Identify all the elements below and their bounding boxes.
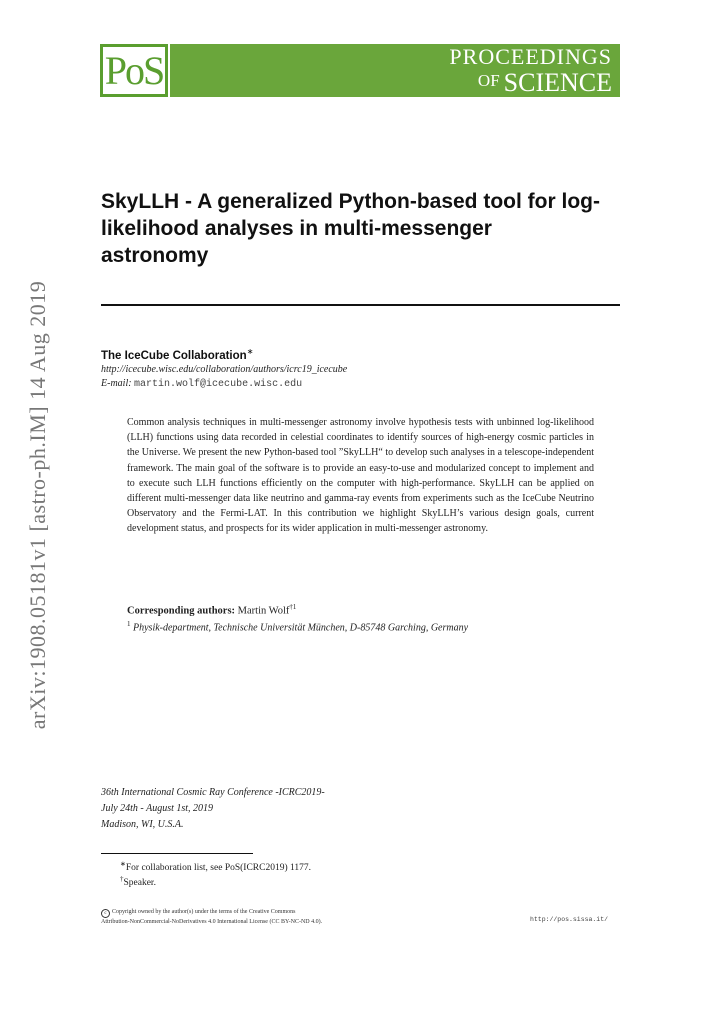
author-url[interactable]: http://icecube.wisc.edu/collaboration/authors/icrc19_icecube (101, 364, 348, 375)
conference-name: 36th International Cosmic Ray Conference -ICRC2019- (101, 787, 325, 798)
conference-location: Madison, WI, U.S.A. (101, 819, 184, 830)
email-row (101, 378, 302, 390)
corresponding-marks: †1 (289, 603, 297, 611)
copyright-line-2: Attribution-NonCommercial-NoDerivatives 4.0 International License (CC BY-NC-ND 4.0). (101, 919, 323, 925)
abstract: Common analysis techniques in multi-messenger astronomy involve hypothesis tests with unbinned log-likelihood (LLH) functions using data recorded in celestial coordinates to identify sources of high-energy cosmic particles in the Universe. We present the new Python-based tool ”SkyLLH“ to develop such analyses in a telescope-independent framework. The main goal of the software is to provide an easy-to-use and modularized concept to implement and to execute such LLH functions efficiently on the computer with high-performance. SkyLLH can be applied on different multi-messenger data like neutrino and gamma-ray events from experiments such as the IceCube Neutrino Observatory and the Fermi-LAT. In this contribution we highlight SkyLLH’s various design goals, current development status, and prospects for its wider application in multi-messenger astronomy. (127, 417, 594, 535)
author-footnote-mark: ∗ (246, 347, 254, 356)
banner-line-science (478, 70, 612, 96)
footnote-divider (101, 853, 253, 854)
footnote-text: Speaker. (123, 878, 156, 889)
email-label: E-mail: (101, 378, 132, 389)
footnote-mark: ∗ (120, 860, 126, 868)
banner-of: OF (477, 71, 500, 90)
conference-dates: July 24th - August 1st, 2019 (101, 803, 214, 814)
paper-title: SkyLLH - A generalized Python-based tool for log-likelihood analyses in multi-messenger astronomy (101, 190, 600, 267)
affiliation-text: Physik-department, Technische Universität München, D-85748 Garching, Germany (133, 622, 469, 634)
banner-line-proceedings: PROCEEDINGS (449, 44, 612, 69)
proceedings-banner (170, 44, 620, 97)
email-address[interactable]: martin.wolf@icecube.wisc.edu (134, 379, 303, 390)
copyright-notice (101, 908, 322, 926)
title-divider (101, 304, 620, 306)
footnote-text: For collaboration list, see PoS(ICRC2019) 1177. (125, 863, 312, 874)
copyright-line-1: Copyright owned by the author(s) under the terms of the Creative Commons (112, 909, 296, 915)
arxiv-stamp-text: arXiv:1908.05181v1 [astro-ph.IM] 14 Aug 2019 (25, 280, 50, 730)
affiliation-mark: 1 (127, 620, 131, 628)
pos-logo (100, 44, 168, 97)
affiliation (127, 620, 468, 633)
author-name: The IceCube Collaboration (101, 349, 247, 362)
conference-info (101, 785, 325, 833)
corresponding-name: Martin Wolf (237, 605, 290, 617)
pos-logo-text: PoS (104, 47, 164, 93)
banner-science: SCIENCE (503, 68, 612, 97)
pos-url[interactable]: http://pos.sissa.it/ (530, 916, 609, 923)
footnote-mark: † (120, 875, 124, 883)
author-block (101, 347, 253, 362)
corresponding-authors (127, 603, 296, 617)
copyright-icon: c (101, 909, 110, 918)
corresponding-label: Corresponding authors: (127, 605, 236, 617)
footnote-collaboration (120, 860, 311, 873)
footnote-speaker (120, 875, 156, 888)
